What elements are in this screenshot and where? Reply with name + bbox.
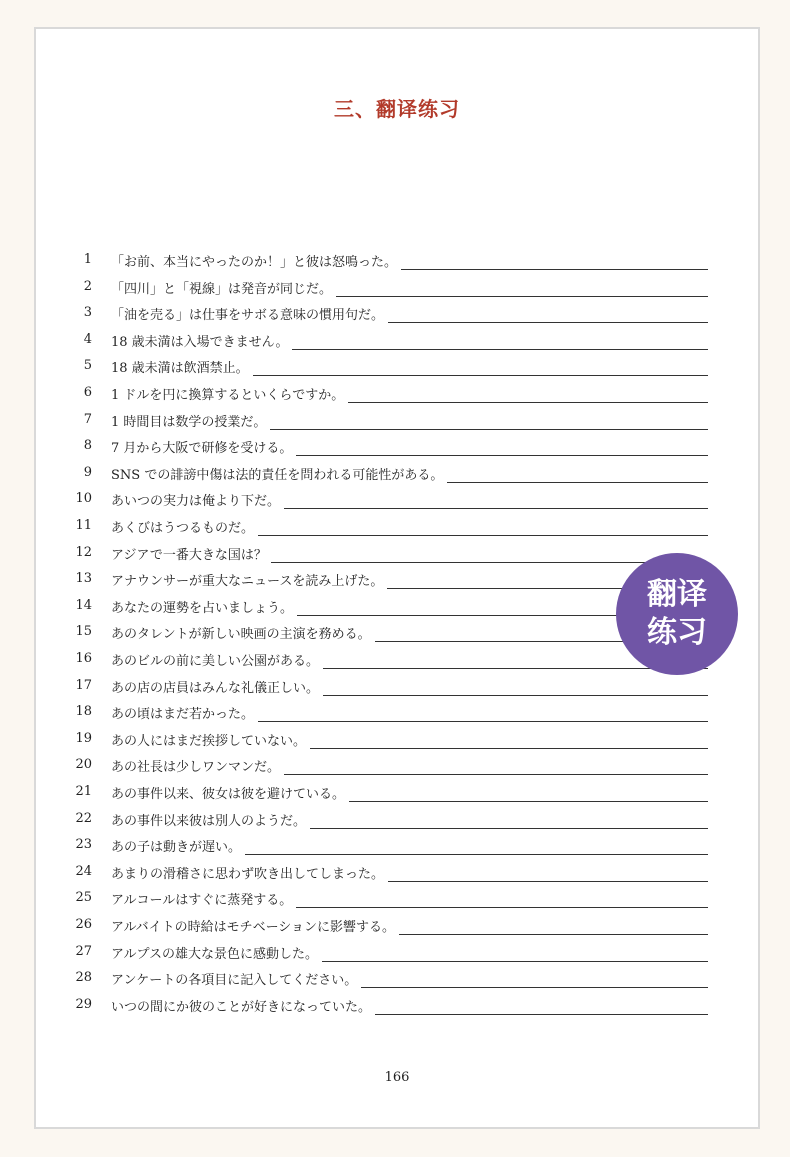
exercise-number: 18 [75, 704, 92, 720]
exercise-number: 21 [75, 784, 92, 799]
exercise-row [36, 301, 758, 327]
exercise-line [111, 807, 708, 833]
exercise-row [36, 328, 758, 354]
answer-blank[interactable] [336, 295, 708, 297]
exercise-number: 27 [75, 943, 92, 959]
exercise-line [111, 674, 708, 700]
exercise-number: 17 [75, 677, 92, 693]
answer-blank[interactable] [361, 986, 708, 988]
exercise-sentence: アナウンサーが重大なニュースを読み上げた。 [111, 574, 384, 590]
exercise-sentence: 1 時間目は数学の授業だ。 [111, 414, 267, 430]
exercise-line [111, 780, 708, 806]
exercise-line [111, 833, 708, 859]
exercise-sentence: 「四川」と「視線」は発音が同じだ。 [111, 281, 333, 297]
exercise-sentence: あの頃はまだ若かった。 [111, 707, 255, 723]
exercise-sentence: あの店の店員はみんな礼儀正しい。 [111, 680, 320, 696]
answer-blank[interactable] [349, 800, 708, 802]
exercise-sentence: あの事件以来、彼女は彼を避けている。 [111, 787, 346, 802]
answer-blank[interactable] [323, 694, 708, 696]
exercise-number: 1 [83, 252, 92, 267]
answer-blank[interactable] [258, 534, 708, 536]
answer-blank[interactable] [284, 773, 708, 775]
exercise-line [111, 567, 708, 593]
exercise-line [111, 993, 708, 1019]
exercise-sentence: 7 月から大阪で研修を受ける。 [111, 441, 293, 457]
exercise-number: 19 [75, 730, 92, 746]
exercise-line [111, 275, 708, 301]
exercise-number: 2 [83, 278, 92, 294]
exercise-number: 8 [83, 438, 92, 454]
exercise-row [36, 487, 758, 513]
badge-line-2: 练习 [647, 615, 707, 650]
exercise-number: 5 [83, 358, 92, 374]
exercise-sentence: 18 歳未満は飲酒禁止。 [111, 361, 249, 377]
exercise-row [36, 354, 758, 380]
exercise-line [111, 461, 708, 487]
exercise-number: 7 [83, 411, 92, 427]
answer-blank[interactable] [296, 454, 708, 456]
answer-blank[interactable] [253, 374, 708, 376]
exercise-sentence: あの子は動きが遅い。 [111, 840, 242, 856]
exercise-row [36, 248, 758, 274]
exercise-sentence: SNS での誹謗中傷は法的責任を問われる可能性がある。 [111, 467, 444, 483]
exercise-sentence: あの社長は少しワンマンだ。 [111, 760, 281, 776]
answer-blank[interactable] [245, 853, 708, 855]
answer-blank[interactable] [292, 348, 708, 350]
exercise-number: 9 [83, 464, 92, 480]
exercise-row [36, 674, 758, 700]
exercise-sentence: アンケートの各項目に記入してください。 [111, 973, 358, 989]
exercise-row [36, 886, 758, 912]
exercise-line [111, 886, 708, 912]
exercise-sentence: あまりの滑稽さに思わず吹き出してしまった。 [111, 866, 385, 882]
exercise-line [111, 354, 708, 380]
exercise-line [111, 647, 708, 673]
exercise-row [36, 434, 758, 460]
exercise-sentence: あの人にはまだ挨拶していない。 [111, 733, 307, 749]
exercise-sentence: あなたの運勢を占いましょう。 [111, 600, 294, 616]
exercise-number: 22 [75, 810, 92, 826]
exercise-line [111, 328, 708, 354]
exercise-row [36, 860, 758, 886]
answer-blank[interactable] [258, 720, 708, 722]
answer-blank[interactable] [447, 481, 708, 483]
exercise-row [36, 913, 758, 939]
exercise-number: 11 [75, 518, 92, 533]
exercise-line [111, 700, 708, 726]
exercise-number: 3 [83, 305, 92, 321]
exercise-sentence: あくびはうつるものだ。 [111, 521, 255, 536]
badge-line-1: 翻译 [647, 577, 707, 612]
exercise-line [111, 248, 708, 274]
exercise-number: 15 [75, 624, 92, 640]
exercise-line [111, 940, 708, 966]
exercise-line [111, 514, 708, 540]
exercise-number: 28 [75, 970, 92, 986]
answer-blank[interactable] [399, 933, 708, 935]
answer-blank[interactable] [375, 1013, 708, 1015]
exercise-line [111, 434, 708, 460]
exercise-row [36, 275, 758, 301]
answer-blank[interactable] [296, 906, 708, 908]
exercise-number: 4 [83, 331, 92, 347]
exercise-line [111, 860, 708, 886]
exercise-number: 25 [75, 890, 92, 906]
exercise-row [36, 700, 758, 726]
exercise-row [36, 461, 758, 487]
exercise-number: 26 [75, 917, 92, 932]
exercise-sentence: アルプスの雄大な景色に感動した。 [111, 946, 318, 962]
exercise-sentence: いつの間にか彼のことが好きになっていた。 [111, 999, 372, 1015]
exercise-line [111, 913, 708, 939]
section-title: 三、翻译练习 [334, 97, 460, 121]
exercise-row [36, 753, 758, 779]
exercise-sentence: アルバイトの時給はモチベーションに影響する。 [111, 920, 396, 935]
exercise-number: 14 [75, 597, 92, 613]
answer-blank[interactable] [310, 827, 708, 829]
exercise-row [36, 381, 758, 407]
exercise-row [36, 408, 758, 434]
exercise-sentence: アジアで一番大きな国は？ [111, 547, 267, 563]
exercise-line [111, 727, 708, 753]
exercise-number: 24 [75, 863, 92, 879]
exercise-line [111, 487, 708, 513]
exercise-row [36, 940, 758, 966]
page-number: 166 [384, 1070, 410, 1085]
exercise-row [36, 993, 758, 1019]
exercise-number: 12 [75, 544, 92, 560]
exercise-line [111, 408, 708, 434]
translation-practice-badge [616, 553, 738, 675]
exercise-number: 23 [75, 837, 92, 853]
exercise-sentence: あのタレントが新しい映画の主演を務める。 [111, 627, 371, 643]
exercise-row [36, 780, 758, 806]
answer-blank[interactable] [348, 401, 708, 403]
exercise-number: 20 [75, 757, 92, 773]
exercise-line [111, 381, 708, 407]
exercise-sentence: あのビルの前に美しい公園がある。 [111, 654, 320, 669]
answer-blank[interactable] [401, 268, 708, 270]
exercise-sentence: 1 ドルを円に換算するといくらですか。 [111, 388, 345, 403]
exercise-row [36, 833, 758, 859]
answer-blank[interactable] [284, 507, 708, 509]
exercise-sentence: 18 歳未満は入場できません。 [111, 334, 289, 350]
exercise-row [36, 966, 758, 992]
exercise-number: 10 [75, 491, 92, 507]
exercise-line [111, 966, 708, 992]
exercise-number: 6 [83, 385, 92, 400]
exercise-number: 13 [75, 571, 92, 587]
answer-blank[interactable] [310, 747, 708, 749]
exercise-line [111, 541, 708, 567]
exercise-sentence: アルコールはすぐに蒸発する。 [111, 893, 293, 909]
exercise-sentence: あいつの実力は俺より下だ。 [111, 494, 281, 510]
answer-blank[interactable] [270, 428, 708, 430]
exercise-row [36, 514, 758, 540]
exercise-sentence: 「油を売る」は仕事をサボる意味の慣用句だ。 [111, 308, 385, 324]
answer-blank[interactable] [388, 880, 708, 882]
exercise-row [36, 727, 758, 753]
exercise-line [111, 753, 708, 779]
exercise-sentence: あの事件以来彼は別人のようだ。 [111, 813, 307, 829]
answer-blank[interactable] [322, 960, 708, 962]
exercise-number: 29 [75, 996, 92, 1012]
exercise-sentence: 「お前、本当にやったのか！」と彼は怒鳴った。 [111, 255, 398, 270]
answer-blank[interactable] [388, 321, 708, 323]
exercise-line [111, 301, 708, 327]
exercise-number: 16 [75, 651, 92, 666]
exercise-row [36, 807, 758, 833]
